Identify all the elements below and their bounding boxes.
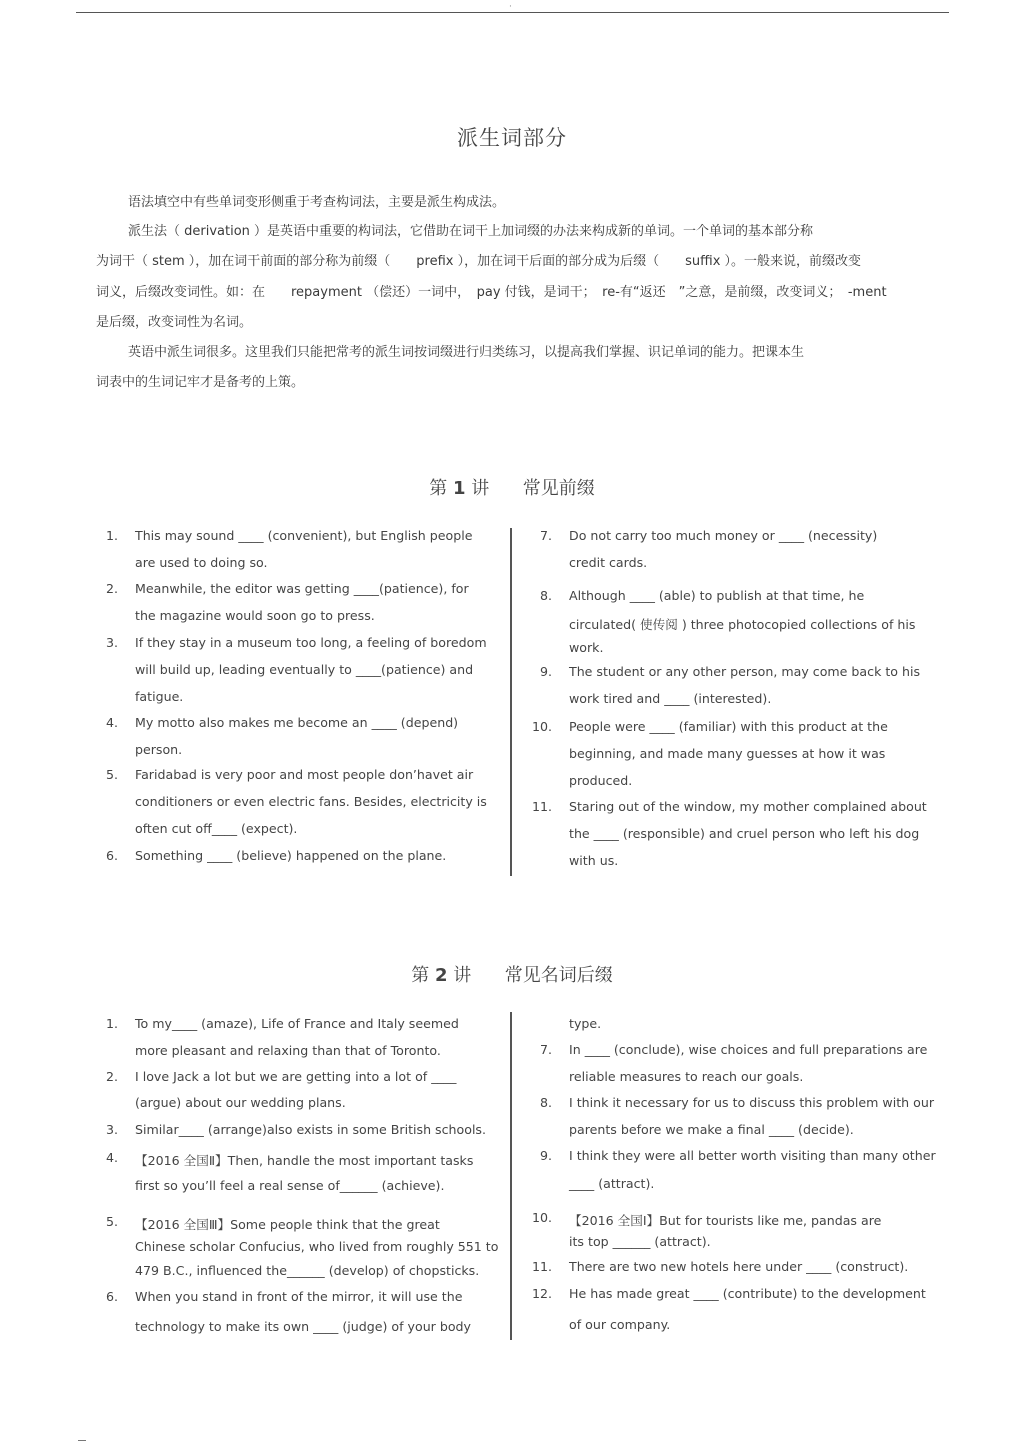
question-text-line: work. [569,640,604,655]
question-text-line: Staring out of the window, my mother complained about [569,799,927,814]
question-text-line: The student or any other person, may come back to his [569,664,921,679]
question-text-line: Chinese scholar Confucius, who lived from roughly 551 to [135,1238,499,1254]
section2-heading-num: 2 [435,965,448,986]
question-text-line: Do not carry too much money or ____ (necessity) [569,528,878,543]
intro-line: 词义，后缀改变词性。如：在 repayment （偿还）一词中， pay 付钱，是词干； re-有“返还 ”之意，是前缀，改变词义； -ment [96,285,887,300]
question-number: 1. [105,1016,118,1031]
question-text-line: I think it necessary for us to discuss this problem with our [569,1095,935,1110]
intro-line: 为词干（ stem ），加在词干前面的部分称为前缀（ prefix ），加在词干后面的部分成为后缀（ suffix ）。一般来说，前缀改变 [96,254,862,269]
question-text-line: Faridabad is very poor and most people don’havet air [135,767,474,782]
question-number: 2. [105,581,118,596]
question-text-line: of our company. [569,1317,671,1332]
question-number: 5. [105,767,118,782]
intro-line: 是后缀，改变词性为名词。 [96,315,253,330]
section2-column-divider [510,1012,512,1340]
question-number: 4. [105,715,118,730]
footer-mark [78,1440,86,1441]
section2-heading-suffix: 讲 [453,965,472,986]
question-number: 11. [531,799,552,814]
question-number: 12. [531,1286,552,1301]
header-mark: · [509,2,512,12]
intro-line: 派生法（ derivation ）是英语中重要的构词法，它借助在词干上加词缀的办法来构成新的单词。一个单词的基本部分称 [128,224,814,239]
question-text-line: This may sound ____ (convenient), but English people [135,528,473,543]
question-text-line: 【2016 全国Ⅰ】But for tourists like me, pandas are [569,1213,882,1228]
section1-heading-title: 常见前缀 [522,478,595,499]
question-text-line: produced. [569,773,633,788]
question-text-line: will build up, leading eventually to ____(patience) and [135,662,474,677]
question-text-line: first so you’ll feel a real sense of______ (achieve). [135,1178,445,1193]
question-number: 1. [105,528,118,543]
question-text-line: I think they were all better worth visiting than many other [569,1148,936,1163]
question-text-line: its top ______ (attract). [569,1234,711,1249]
question-number: 9. [539,664,552,679]
question-number: 8. [539,588,552,603]
question-number: 6. [105,1289,118,1304]
section1-heading-suffix: 讲 [471,478,490,499]
question-text-line: Something ____ (believe) happened on the plane. [135,848,447,863]
question-text-line: I love Jack a lot but we are getting into a lot of ____ [135,1069,457,1084]
question-number: 6. [105,848,118,863]
question-text-line: the magazine would soon go to press. [135,608,375,623]
question-text-line: In ____ (conclude), wise choices and full preparations are [569,1042,928,1057]
question-text-line: are used to doing so. [135,555,268,570]
question-text-line: the ____ (responsible) and cruel person who left his dog [569,826,920,841]
question-text-line: circulated( 使传阅 ) three photocopied collections of his [569,617,916,632]
question-number: 11. [531,1259,552,1274]
question-number: 10. [531,719,552,734]
question-text-line: fatigue. [135,689,184,704]
question-text-line: often cut off____ (expect). [135,821,298,836]
question-text-line: When you stand in front of the mirror, it will use the [135,1289,463,1304]
question-text-line: He has made great ____ (contribute) to the development [569,1286,926,1301]
question-text-line: conditioners or even electric fans. Besides, electricity is [135,794,487,809]
question-text-line: To my____ (amaze), Life of France and Italy seemed [135,1016,459,1031]
question-text-line: credit cards. [569,555,648,570]
question-text-line: beginning, and made many guesses at how it was [569,746,886,761]
question-text-line: type. [569,1016,602,1031]
question-number: 3. [105,635,118,650]
question-number: 10. [531,1210,552,1225]
question-text-line: People were ____ (familiar) with this product at the [569,719,888,734]
question-text-line: Meanwhile, the editor was getting ____(patience), for [135,581,469,596]
question-text-line: 【2016 全国Ⅱ】Then, handle the most important tasks [135,1153,474,1168]
question-text-line: 【2016 全国Ⅲ】Some people think that the great [135,1217,440,1232]
intro-line: 词表中的生词记牢才是备考的上策。 [96,375,305,390]
question-number: 2. [105,1069,118,1084]
question-text-line: Although ____ (able) to publish at that time, he [569,588,865,603]
question-text-line: work tired and ____ (interested). [569,691,772,706]
section1-column-divider [510,528,512,876]
page-title: 派生词部分 [457,126,567,150]
question-number: 3. [105,1122,118,1137]
question-number: 5. [105,1214,118,1229]
section2-heading-prefix: 第 [411,965,430,986]
question-text-line: There are two new hotels here under ____ (construct). [569,1259,909,1274]
question-text-line: technology to make its own ____ (judge) of your body [135,1319,471,1334]
intro-line: 英语中派生词很多。这里我们只能把常考的派生词按词缀进行归类练习，以提高我们掌握、识记单词的能力。把课本生 [128,345,805,360]
question-text-line: (argue) about our wedding plans. [135,1095,346,1110]
section2-heading [0,961,1024,987]
question-text-line: If they stay in a museum too long, a feeling of boredom [135,635,487,650]
section1-heading-num: 1 [453,478,466,499]
header-rule [76,12,949,13]
section1-heading-prefix: 第 [429,478,448,499]
intro-line: 语法填空中有些单词变形侧重于考查构词法，主要是派生构成法。 [128,195,506,210]
question-number: 9. [539,1148,552,1163]
question-number: 7. [539,528,552,543]
question-text-line: more pleasant and relaxing than that of Toronto. [135,1043,441,1058]
question-number: 8. [539,1095,552,1110]
question-text-line: My motto also makes me become an ____ (depend) [135,715,459,730]
question-number: 7. [539,1042,552,1057]
question-text-line: reliable measures to reach our goals. [569,1069,804,1084]
section2-heading-title: 常见名词后缀 [504,965,613,986]
question-text-line: person. [135,742,183,757]
question-text-line: 479 B.C., influenced the______ (develop) of chopsticks. [135,1263,480,1278]
question-text-line: parents before we make a final ____ (decide). [569,1122,854,1137]
section1-heading [0,474,1024,500]
question-number: 4. [105,1150,118,1165]
question-text-line: ____ (attract). [569,1176,655,1191]
question-text-line: with us. [569,853,619,868]
question-text-line: Similar____ (arrange)also exists in some British schools. [135,1122,487,1137]
